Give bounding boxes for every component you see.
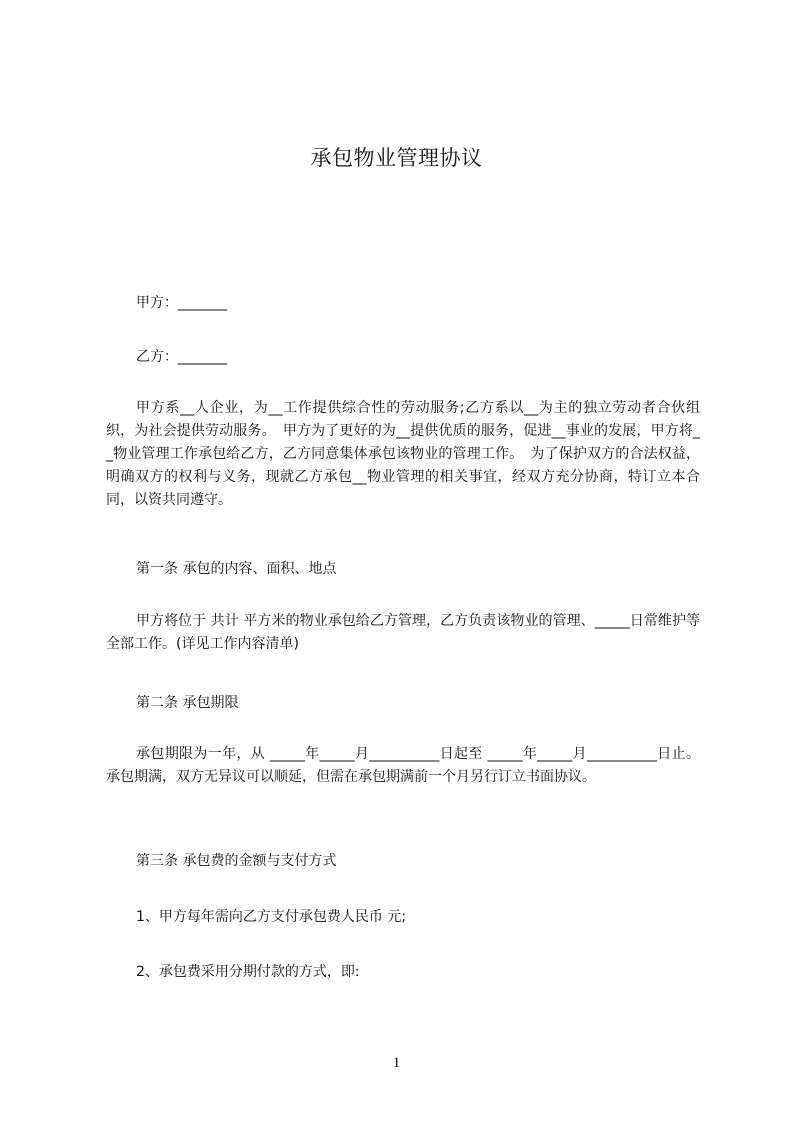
article-2-heading: 第二条 承包期限 (136, 695, 239, 711)
article-3-item-1: 1、甲方每年需向乙方支付承包费人民币 元; (136, 909, 407, 925)
article-3-heading: 第三条 承包费的金额与支付方式 (136, 853, 337, 869)
party-a-line: 甲方：_______ (136, 295, 227, 311)
document-title: 承包物业管理协议 (310, 146, 483, 170)
party-b-line: 乙方：_______ (136, 349, 227, 365)
intro-paragraph: 甲方系__人企业，为__工作提供综合性的劳动服务;乙方系以__为主的独立劳动者合伙组织，为社会提供劳动服务。 甲方为了更好的为__提供优质的服务，促进__事业的发展，甲方将__物业管理工作承包给乙方，乙方同意集体承包该物业的管理工作。 为了保护双方的合法权益，明确双方的权利与义务，现就乙方承包__物业管理的相关事宜，经双方充分协商，特订立本合同，以资共同遵守。 (106, 400, 700, 508)
article-1-body: 甲方将位于 共计 平方米的物业承包给乙方管理，乙方负责该物业的管理、_____日常维护等全部工作。(详见工作内容清单) (106, 613, 700, 652)
article-1-heading: 第一条 承包的内容、面积、地点 (136, 561, 337, 577)
article-2-body: 承包期限为一年，从 _____年_____月__________日起至 _____年_____月__________日止。承包期满，双方无异议可以顺延，但需在承包期满前一个月另行订立书面协议。 (106, 746, 700, 785)
page-number: 1 (392, 1055, 401, 1071)
article-3-item-2: 2、承包费采用分期付款的方式，即: (136, 964, 360, 980)
